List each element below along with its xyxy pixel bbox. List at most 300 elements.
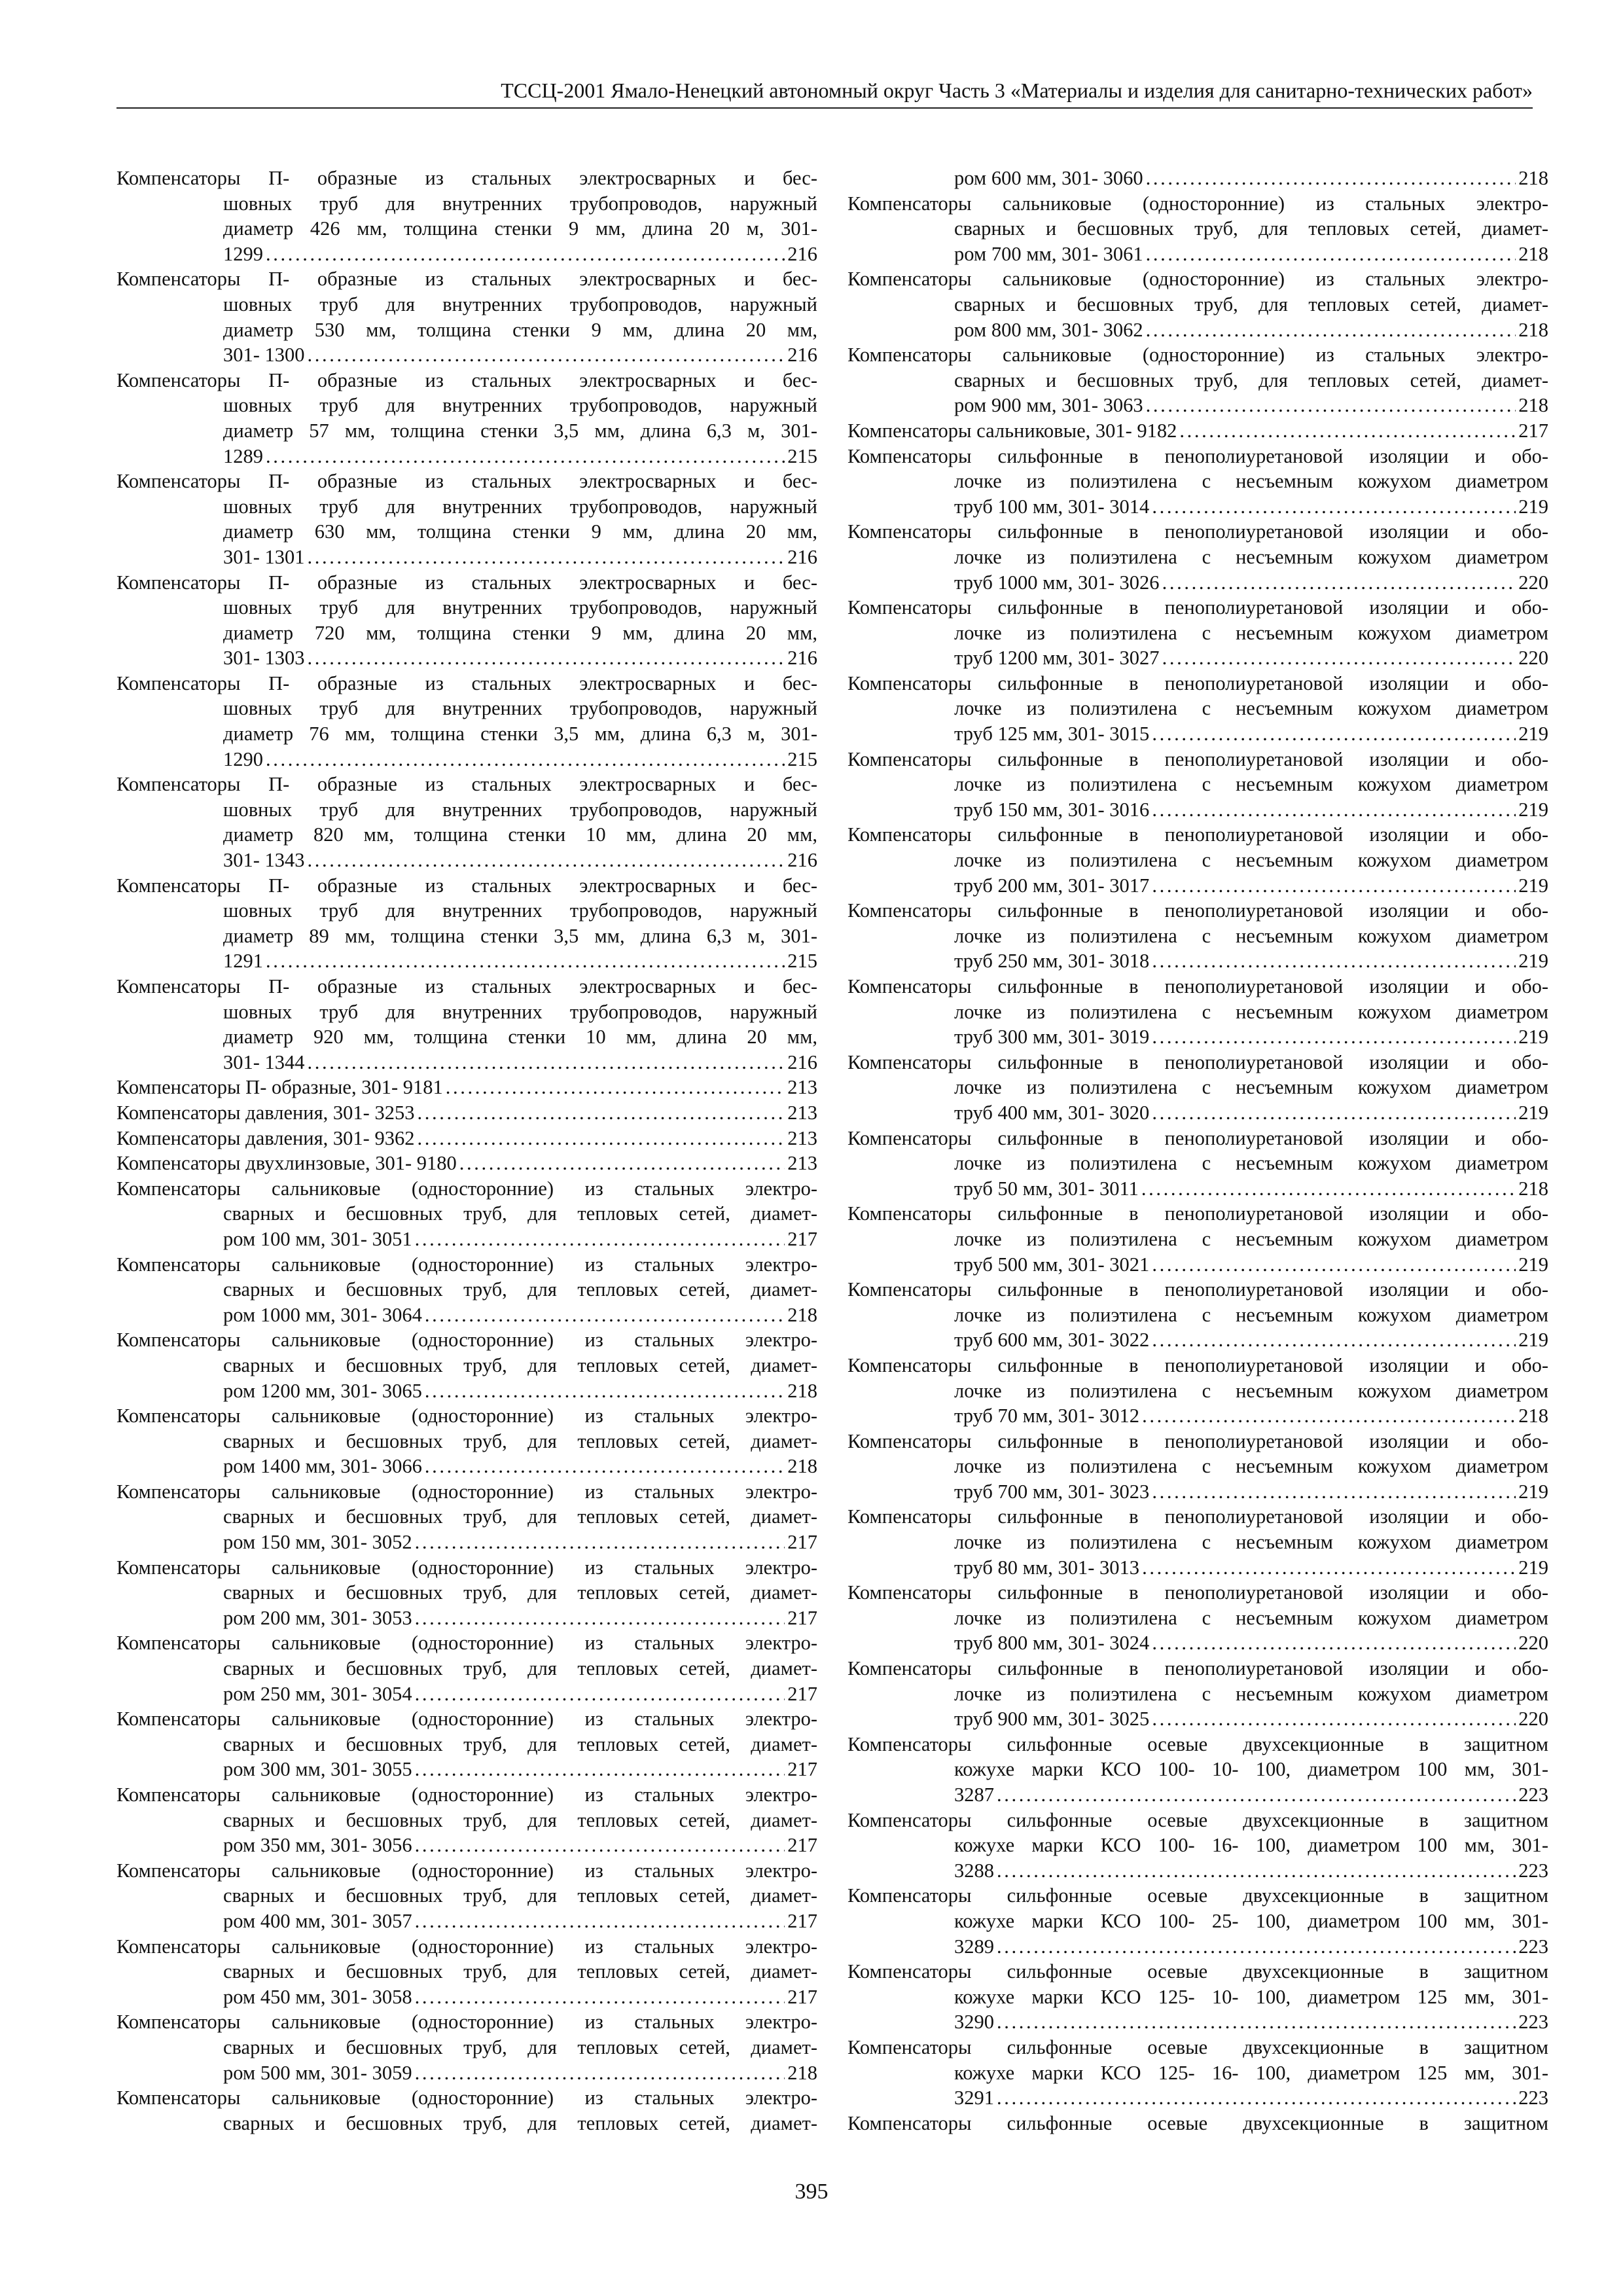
- index-entry-line: Компенсаторы сальниковые (односторонние) из стальных электро-: [116, 1253, 817, 1276]
- index-entry-code: ром 450 мм, 301- 3058: [223, 1985, 412, 2008]
- index-entry-page: 219: [1518, 1556, 1548, 1579]
- index-entry-code: ром 700 мм, 301- 3061: [954, 242, 1143, 265]
- index-entry-code: труб 400 мм, 301- 3020: [954, 1101, 1150, 1124]
- index-entry-page: 217: [1518, 419, 1548, 442]
- index-entry-code: Компенсаторы двухлинзовые, 301- 9180: [116, 1152, 457, 1175]
- dot-leader: [1146, 242, 1516, 267]
- index-entry-page: 223: [1518, 2087, 1548, 2109]
- index-entry-line: Компенсаторы сильфонные в пенополиуретановой изоляции и обо-: [847, 672, 1548, 694]
- index-entry-line: шовных труб для внутренних трубопроводов, наружный: [223, 596, 817, 619]
- index-entry-line: Компенсаторы сальниковые (односторонние) из стальных электро-: [116, 2087, 817, 2109]
- index-entry-line: сварных и бесшовных труб, для тепловых сетей, диамет-: [954, 217, 1548, 240]
- index-column-right: [847, 166, 1548, 2136]
- index-entry-line: Компенсаторы сильфонные в пенополиуретановой изоляции и обо-: [847, 1278, 1548, 1301]
- dot-leader: [415, 1909, 785, 1934]
- dot-leader: [446, 1075, 785, 1100]
- index-entry-page: 217: [787, 1531, 817, 1554]
- index-entry: [847, 1656, 1548, 1732]
- dot-leader: [1152, 1630, 1516, 1656]
- index-entry: [847, 974, 1548, 1050]
- index-entry-code: труб 150 мм, 301- 3016: [954, 798, 1150, 821]
- index-entry-page: 219: [1518, 1480, 1548, 1503]
- dot-leader: [459, 1151, 785, 1176]
- index-entry: [116, 2009, 817, 2085]
- index-entry-line: сварных и бесшовных труб, для тепловых сетей, диамет-: [223, 2111, 817, 2134]
- index-entry: [116, 1403, 817, 1479]
- index-entry-line: лочке из полиэтилена с несъемным кожухом диаметром: [954, 849, 1548, 872]
- index-entry-code: ром 600 мм, 301- 3060: [954, 167, 1143, 189]
- index-entry: [116, 166, 817, 266]
- dot-leader: [1152, 797, 1516, 823]
- index-entry-page: 219: [1518, 874, 1548, 897]
- index-entry: [847, 418, 1548, 444]
- dot-leader: [308, 342, 785, 368]
- index-entry-code: труб 600 мм, 301- 3022: [954, 1329, 1150, 1352]
- index-entry-line: Компенсаторы сильфонные в пенополиуретановой изоляции и обо-: [847, 596, 1548, 619]
- dot-leader: [415, 1984, 785, 2010]
- index-entry-page: 219: [1518, 950, 1548, 973]
- index-entry-line: сварных и бесшовных труб, для тепловых сетей, диамет-: [223, 1429, 817, 1452]
- index-entry-page: 213: [787, 1126, 817, 1149]
- index-entry-code: 301- 1303: [223, 647, 305, 670]
- index-entry-code: ром 400 мм, 301- 3057: [223, 1909, 412, 1932]
- index-entry-line: Компенсаторы сильфонные осевые двухсекционные в защитном: [847, 2111, 1548, 2134]
- dot-leader: [415, 1681, 785, 1707]
- index-entry-page: 223: [1518, 1935, 1548, 1958]
- index-entry-line: кожухе марки КСО 125- 16- 100, диаметром 125 мм, 301-: [954, 2061, 1548, 2084]
- dot-leader: [308, 848, 785, 873]
- dot-leader: [1179, 418, 1516, 444]
- index-entry-line: сварных и бесшовных труб, для тепловых сетей, диамет-: [223, 1202, 817, 1225]
- index-entry-line: диаметр 820 мм, толщина стенки 10 мм, длина 20 мм,: [223, 823, 817, 846]
- index-entry: [116, 1100, 817, 1126]
- index-entry-page: 220: [1518, 647, 1548, 670]
- dot-leader: [415, 1227, 785, 1252]
- index-entry-line: Компенсаторы сальниковые (односторонние) из стальных электро-: [116, 2011, 817, 2034]
- index-entry: [847, 1504, 1548, 1580]
- index-entry-code: 1299: [223, 242, 263, 265]
- index-entry: [116, 469, 817, 569]
- index-entry-code: труб 125 мм, 301- 3015: [954, 723, 1150, 745]
- index-entry-line: Компенсаторы сильфонные в пенополиуретановой изоляции и обо-: [847, 975, 1548, 997]
- dot-leader: [425, 1302, 785, 1328]
- index-entry: [847, 1732, 1548, 1808]
- index-entry-code: Компенсаторы давления, 301- 3253: [116, 1101, 415, 1124]
- index-entry-line: кожухе марки КСО 100- 16- 100, диаметром 100 мм, 301-: [954, 1834, 1548, 1857]
- index-entry-line: Компенсаторы сильфонные в пенополиуретановой изоляции и обо-: [847, 899, 1548, 922]
- index-entry: [116, 1555, 817, 1631]
- index-entry-line: лочке из полиэтилена с несъемным кожухом диаметром: [954, 545, 1548, 568]
- dot-leader: [266, 948, 785, 974]
- index-entry-line: сварных и бесшовных труб, для тепловых сетей, диамет-: [223, 1657, 817, 1680]
- index-entry-line: Компенсаторы сильфонные в пенополиуретановой изоляции и обо-: [847, 1505, 1548, 1528]
- index-entry-line: сварных и бесшовных труб, для тепловых сетей, диамет-: [223, 1960, 817, 1983]
- index-entry: [847, 1201, 1548, 1277]
- index-entry-line: сварных и бесшовных труб, для тепловых сетей, диамет-: [223, 1354, 817, 1376]
- index-entry-line: лочке из полиэтилена с несъемным кожухом диаметром: [954, 1455, 1548, 1478]
- index-entry-code: ром 100 мм, 301- 3051: [223, 1227, 412, 1250]
- index-entry: [847, 1353, 1548, 1429]
- index-entry-line: лочке из полиэтилена с несъемным кожухом диаметром: [954, 697, 1548, 720]
- index-entry-line: Компенсаторы сильфонные в пенополиуретановой изоляции и обо-: [847, 444, 1548, 467]
- index-entry-code: труб 70 мм, 301- 3012: [954, 1405, 1140, 1427]
- dot-leader: [1152, 1100, 1516, 1126]
- index-entry-code: ром 800 мм, 301- 3062: [954, 318, 1143, 341]
- dot-leader: [266, 242, 785, 267]
- dot-leader: [1162, 645, 1516, 671]
- index-entry-page: 217: [787, 1758, 817, 1781]
- index-entry: [847, 1808, 1548, 1884]
- index-entry-page: 219: [1518, 1101, 1548, 1124]
- index-entry-code: труб 100 мм, 301- 3014: [954, 495, 1150, 518]
- index-entry-line: диаметр 720 мм, толщина стенки 9 мм, длина 20 мм,: [223, 621, 817, 644]
- index-entry-line: сварных и бесшовных труб, для тепловых сетей, диамет-: [223, 1884, 817, 1907]
- index-entry-line: сварных и бесшовных труб, для тепловых сетей, диамет-: [223, 1808, 817, 1831]
- dot-leader: [1152, 721, 1516, 747]
- index-entry-line: Компенсаторы сальниковые (односторонние) из стальных электро-: [116, 1708, 817, 1731]
- index-entry-code: ром 1200 мм, 301- 3065: [223, 1379, 422, 1402]
- index-entry-line: диаметр 76 мм, толщина стенки 3,5 мм, длина 6,3 м, 301-: [223, 723, 817, 745]
- index-entry-page: 223: [1518, 1784, 1548, 1806]
- index-column-left: [116, 166, 817, 2136]
- index-entry-code: 3289: [954, 1935, 994, 1958]
- dot-leader: [1152, 948, 1516, 974]
- index-entry: [847, 747, 1548, 823]
- index-entry-page: 219: [1518, 1026, 1548, 1049]
- index-entry-line: лочке из полиэтилена с несъемным кожухом диаметром: [954, 924, 1548, 947]
- index-entry-code: труб 1200 мм, 301- 3027: [954, 647, 1160, 670]
- index-entry-line: Компенсаторы сальниковые (односторонние) из стальных электро-: [116, 1632, 817, 1655]
- index-entry-code: Компенсаторы давления, 301- 9362: [116, 1126, 415, 1149]
- dot-leader: [1142, 1555, 1516, 1581]
- dot-leader: [415, 1833, 785, 1858]
- index-entry: [847, 342, 1548, 418]
- index-entry-line: Компенсаторы сальниковые (односторонние) из стальных электро-: [116, 1177, 817, 1200]
- dot-leader: [1141, 1176, 1516, 1202]
- index-entry-line: лочке из полиэтилена с несъемным кожухом диаметром: [954, 1682, 1548, 1705]
- index-entry-page: 223: [1518, 1859, 1548, 1882]
- index-entry-page: 219: [1518, 1329, 1548, 1352]
- index-entry-line: Компенсаторы сальниковые (односторонние) из стальных электро-: [116, 1329, 817, 1352]
- index-entry-page: 215: [787, 747, 817, 770]
- index-entry-code: 3287: [954, 1784, 994, 1806]
- index-entry-code: труб 700 мм, 301- 3023: [954, 1480, 1150, 1503]
- dot-leader: [417, 1126, 785, 1151]
- index-entry-line: Компенсаторы сильфонные в пенополиуретановой изоляции и обо-: [847, 1657, 1548, 1680]
- index-entry-page: 216: [787, 647, 817, 670]
- index-entry-line: лочке из полиэтилена с несъемным кожухом диаметром: [954, 773, 1548, 796]
- index-entry-code: труб 80 мм, 301- 3013: [954, 1556, 1140, 1579]
- index-entry-line: кожухе марки КСО 100- 10- 100, диаметром 100 мм, 301-: [954, 1758, 1548, 1781]
- index-entry-line: шовных труб для внутренних трубопроводов, наружный: [223, 293, 817, 315]
- dot-leader: [425, 1454, 785, 1479]
- index-entry: [116, 1075, 817, 1100]
- index-entry-line: шовных труб для внутренних трубопроводов, наружный: [223, 798, 817, 821]
- index-entry: [116, 1858, 817, 1934]
- dot-leader: [415, 1757, 785, 1782]
- index-entry-code: труб 500 мм, 301- 3021: [954, 1253, 1150, 1276]
- index-entry-code: 301- 1343: [223, 849, 305, 872]
- index-entry-line: Компенсаторы сильфонные в пенополиуретановой изоляции и обо-: [847, 520, 1548, 543]
- dot-leader: [425, 1378, 785, 1404]
- index-entry-code: труб 1000 мм, 301- 3026: [954, 571, 1160, 594]
- dot-leader: [1152, 873, 1516, 899]
- index-entry: [847, 266, 1548, 342]
- index-entry-page: 217: [787, 1985, 817, 2008]
- index-entry-line: лочке из полиэтилена с несъемным кожухом диаметром: [954, 1076, 1548, 1099]
- index-entry: [847, 1959, 1548, 2035]
- index-entry-line: кожухе марки КСО 125- 10- 100, диаметром 125 мм, 301-: [954, 1985, 1548, 2008]
- index-entry: [116, 671, 817, 772]
- index-entry-line: сварных и бесшовных труб, для тепловых сетей, диамет-: [223, 1505, 817, 1528]
- dot-leader: [1152, 1327, 1516, 1353]
- index-entry-line: Компенсаторы сильфонные осевые двухсекционные в защитном: [847, 1884, 1548, 1907]
- index-entry-page: 217: [787, 1227, 817, 1250]
- index-entry-code: труб 250 мм, 301- 3018: [954, 950, 1150, 973]
- index-entry-line: Компенсаторы П- образные из стальных электросварных и бес-: [116, 773, 817, 796]
- index-entry-line: сварных и бесшовных труб, для тепловых сетей, диамет-: [223, 1278, 817, 1301]
- index-entry-code: ром 200 мм, 301- 3053: [223, 1606, 412, 1629]
- index-entry-page: 223: [1518, 2011, 1548, 2034]
- dot-leader: [415, 2060, 785, 2086]
- index-entry-code: 3291: [954, 2087, 994, 2109]
- index-entry-line: лочке из полиэтилена с несъемным кожухом диаметром: [954, 1379, 1548, 1402]
- dot-leader: [1152, 1024, 1516, 1050]
- dot-leader: [1152, 1479, 1516, 1505]
- index-entry-page: 218: [1518, 242, 1548, 265]
- index-entry: [847, 2111, 1548, 2136]
- index-entry: [116, 974, 817, 1075]
- index-entry-page: 216: [787, 242, 817, 265]
- index-entry: [847, 822, 1548, 898]
- index-entry-code: Компенсаторы сальниковые, 301- 9182: [847, 419, 1177, 442]
- index-entry-code: труб 900 мм, 301- 3025: [954, 1708, 1150, 1731]
- index-entry-code: 1291: [223, 950, 263, 973]
- index-entry-code: труб 800 мм, 301- 3024: [954, 1632, 1150, 1655]
- index-entry-line: диаметр 630 мм, толщина стенки 9 мм, длина 20 мм,: [223, 520, 817, 543]
- dot-leader: [1146, 317, 1516, 343]
- index-entry-page: 217: [787, 1682, 817, 1705]
- index-entry-code: 3290: [954, 2011, 994, 2034]
- index-entry-page: 220: [1518, 1632, 1548, 1655]
- index-entry-page: 218: [1518, 394, 1548, 417]
- dot-leader: [308, 1050, 785, 1075]
- index-entry-line: диаметр 57 мм, толщина стенки 3,5 мм, длина 6,3 м, 301-: [223, 419, 817, 442]
- index-entry-line: Компенсаторы П- образные из стальных электросварных и бес-: [116, 672, 817, 694]
- dot-leader: [266, 444, 785, 469]
- index-entry-line: кожухе марки КСО 100- 25- 100, диаметром 100 мм, 301-: [954, 1909, 1548, 1932]
- dot-leader: [997, 1858, 1516, 1884]
- index-entry-line: Компенсаторы сильфонные в пенополиуретановой изоляции и обо-: [847, 823, 1548, 846]
- index-entry-code: труб 200 мм, 301- 3017: [954, 874, 1150, 897]
- index-entry-code: ром 150 мм, 301- 3052: [223, 1531, 412, 1554]
- index-entry-code: труб 300 мм, 301- 3019: [954, 1026, 1150, 1049]
- index-entry-page: 218: [1518, 318, 1548, 341]
- index-entry-code: ром 500 мм, 301- 3059: [223, 2061, 412, 2084]
- index-entry-code: ром 900 мм, 301- 3063: [954, 394, 1143, 417]
- index-entry: [116, 1479, 817, 1555]
- index-entry-line: диаметр 426 мм, толщина стенки 9 мм, длина 20 м, 301-: [223, 217, 817, 240]
- index-entry: [116, 772, 817, 872]
- index-entry: [116, 368, 817, 469]
- index-entry-line: Компенсаторы сальниковые (односторонние) из стальных электро-: [116, 1405, 817, 1427]
- index-entry: [847, 1429, 1548, 1505]
- dot-leader: [308, 545, 785, 570]
- index-entry-line: Компенсаторы сальниковые (односторонние) из стальных электро-: [116, 1556, 817, 1579]
- index-entry-line: Компенсаторы сильфонные осевые двухсекционные в защитном: [847, 2036, 1548, 2058]
- index-entry: [116, 1327, 817, 1403]
- index-entry-code: 1290: [223, 747, 263, 770]
- index-entry-page: 219: [1518, 723, 1548, 745]
- index-entry-line: Компенсаторы сальниковые (односторонние) из стальных электро-: [116, 1859, 817, 1882]
- index-entry: [847, 519, 1548, 595]
- index-entry-line: Компенсаторы сальниковые (односторонние) из стальных электро-: [116, 1480, 817, 1503]
- index-entry-line: шовных труб для внутренних трубопроводов, наружный: [223, 899, 817, 922]
- index-entry-code: труб 50 мм, 301- 3011: [954, 1177, 1139, 1200]
- index-entry: [847, 1883, 1548, 1959]
- index-entry-line: Компенсаторы сильфонные в пенополиуретановой изоляции и обо-: [847, 1050, 1548, 1073]
- index-entry-page: 217: [787, 1834, 817, 1857]
- index-entry-code: ром 350 мм, 301- 3056: [223, 1834, 412, 1857]
- index-entry-page: 216: [787, 1050, 817, 1073]
- index-entry-page: 215: [787, 444, 817, 467]
- index-entry-line: шовных труб для внутренних трубопроводов, наружный: [223, 192, 817, 215]
- index-entry-page: 219: [1518, 495, 1548, 518]
- index-entry-page: 220: [1518, 571, 1548, 594]
- index-entry-page: 218: [1518, 1177, 1548, 1200]
- dot-leader: [415, 1530, 785, 1555]
- index-entry-line: лочке из полиэтилена с несъемным кожухом диаметром: [954, 621, 1548, 644]
- dot-leader: [308, 645, 785, 671]
- index-entry-line: Компенсаторы сальниковые (односторонние) из стальных электро-: [847, 192, 1548, 215]
- index-entry-line: Компенсаторы сальниковые (односторонние) из стальных электро-: [847, 344, 1548, 367]
- index-entry-page: 217: [787, 1606, 817, 1629]
- index-entry-page: 216: [787, 545, 817, 568]
- index-entry-line: лочке из полиэтилена с несъемным кожухом диаметром: [954, 470, 1548, 493]
- index-entry: [847, 191, 1548, 267]
- index-entry: [116, 1176, 817, 1252]
- index-entry-line: диаметр 89 мм, толщина стенки 3,5 мм, длина 6,3 м, 301-: [223, 924, 817, 947]
- index-entry-code: Компенсаторы П- образные, 301- 9181: [116, 1076, 443, 1099]
- index-entry-line: сварных и бесшовных труб, для тепловых сетей, диамет-: [954, 368, 1548, 391]
- index-entry-code: 3288: [954, 1859, 994, 1882]
- dot-leader: [266, 747, 785, 772]
- dot-leader: [1162, 570, 1516, 596]
- index-entry-line: Компенсаторы П- образные из стальных электросварных и бес-: [116, 571, 817, 594]
- dot-leader: [1142, 1403, 1516, 1429]
- index-entry: [116, 570, 817, 671]
- index-entry-line: сварных и бесшовных труб, для тепловых сетей, диамет-: [223, 1732, 817, 1755]
- dot-leader: [1146, 393, 1516, 418]
- index-entry: [116, 1630, 817, 1706]
- index-entry-line: сварных и бесшовных труб, для тепловых сетей, диамет-: [954, 293, 1548, 315]
- index-entry-page: 213: [787, 1152, 817, 1175]
- index-entry-line: лочке из полиэтилена с несъемным кожухом диаметром: [954, 1000, 1548, 1023]
- index-entry-page: 217: [787, 1909, 817, 1932]
- index-entry-line: лочке из полиэтилена с несъемным кожухом диаметром: [954, 1606, 1548, 1629]
- index-entry-code: 301- 1301: [223, 545, 305, 568]
- index-entry-line: Компенсаторы сильфонные в пенополиуретановой изоляции и обо-: [847, 1354, 1548, 1376]
- index-entry-line: Компенсаторы П- образные из стальных электросварных и бес-: [116, 975, 817, 997]
- index-entry: [116, 873, 817, 974]
- index-entry-code: ром 1000 мм, 301- 3064: [223, 1303, 422, 1326]
- index-entry-page: 218: [787, 1379, 817, 1402]
- index-entry-line: шовных труб для внутренних трубопроводов, наружный: [223, 697, 817, 720]
- index-entry-line: сварных и бесшовных труб, для тепловых сетей, диамет-: [223, 1581, 817, 1604]
- index-entry: [116, 266, 817, 367]
- index-entry-line: Компенсаторы сальниковые (односторонние) из стальных электро-: [847, 268, 1548, 291]
- dot-leader: [997, 1782, 1516, 1808]
- index-entry-page: 218: [1518, 167, 1548, 189]
- index-entry-page: 220: [1518, 1708, 1548, 1731]
- index-entry: [116, 1782, 817, 1858]
- index-entry-code: 301- 1344: [223, 1050, 305, 1073]
- dot-leader: [1152, 1252, 1516, 1278]
- index-entry-page: 218: [787, 2061, 817, 2084]
- index-entry-code: ром 300 мм, 301- 3055: [223, 1758, 412, 1781]
- index-entry: [847, 1277, 1548, 1353]
- index-entry-line: шовных труб для внутренних трубопроводов, наружный: [223, 1000, 817, 1023]
- index-entry-page: 213: [787, 1076, 817, 1099]
- index-entry-line: Компенсаторы сильфонные осевые двухсекционные в защитном: [847, 1960, 1548, 1983]
- dot-leader: [997, 2085, 1516, 2111]
- dot-leader: [415, 1605, 785, 1631]
- index-entry: [116, 2085, 817, 2136]
- index-entry-line: Компенсаторы П- образные из стальных электросварных и бес-: [116, 167, 817, 189]
- page-number: 395: [794, 2179, 829, 2204]
- index-entry-page: 218: [1518, 1405, 1548, 1427]
- index-entry-code: ром 1400 мм, 301- 3066: [223, 1455, 422, 1478]
- index-entry-code: ром 250 мм, 301- 3054: [223, 1682, 412, 1705]
- index-entry: [847, 671, 1548, 747]
- index-entry-line: лочке из полиэтилена с несъемным кожухом диаметром: [954, 1227, 1548, 1250]
- index-entry-page: 216: [787, 344, 817, 367]
- index-entry-line: Компенсаторы сильфонные в пенополиуретановой изоляции и обо-: [847, 1126, 1548, 1149]
- index-entry-line: Компенсаторы сильфонные в пенополиуретановой изоляции и обо-: [847, 1429, 1548, 1452]
- index-entry: [847, 595, 1548, 671]
- index-entry: [847, 1126, 1548, 1202]
- index-entry: [116, 1706, 817, 1782]
- index-entry-line: Компенсаторы П- образные из стальных электросварных и бес-: [116, 874, 817, 897]
- index-entry-line: Компенсаторы сильфонные осевые двухсекционные в защитном: [847, 1732, 1548, 1755]
- running-header: ТССЦ-2001 Ямало-Ненецкий автономный округ Часть 3 «Материалы и изделия для санитарно-технических работ»: [116, 77, 1533, 109]
- index-entry-line: лочке из полиэтилена с несъемным кожухом диаметром: [954, 1152, 1548, 1175]
- index-entry-line: Компенсаторы П- образные из стальных электросварных и бес-: [116, 268, 817, 291]
- dot-leader: [417, 1100, 785, 1126]
- index-entry-line: Компенсаторы сильфонные осевые двухсекционные в защитном: [847, 1808, 1548, 1831]
- index-entry-line: Компенсаторы сильфонные в пенополиуретановой изоляции и обо-: [847, 747, 1548, 770]
- index-entry: [847, 166, 1548, 191]
- index-entry: [116, 1252, 817, 1328]
- index-entry-page: 215: [787, 950, 817, 973]
- index-entry: [847, 444, 1548, 520]
- index-entry-line: Компенсаторы сильфонные в пенополиуретановой изоляции и обо-: [847, 1202, 1548, 1225]
- index-entry: [847, 1050, 1548, 1126]
- index-entry: [116, 1151, 817, 1176]
- index-entry-line: Компенсаторы П- образные из стальных электросварных и бес-: [116, 470, 817, 493]
- dot-leader: [997, 1934, 1516, 1960]
- index-entry-page: 219: [1518, 798, 1548, 821]
- index-entry: [116, 1934, 817, 2010]
- dot-leader: [997, 2009, 1516, 2035]
- index-entry-page: 213: [787, 1101, 817, 1124]
- index-entry-line: Компенсаторы сальниковые (односторонние) из стальных электро-: [116, 1784, 817, 1806]
- index-entry-page: 218: [787, 1303, 817, 1326]
- index-entry: [847, 898, 1548, 974]
- index-entry-line: сварных и бесшовных труб, для тепловых сетей, диамет-: [223, 2036, 817, 2058]
- index-entry: [847, 1580, 1548, 1656]
- index-entry-line: лочке из полиэтилена с несъемным кожухом диаметром: [954, 1531, 1548, 1554]
